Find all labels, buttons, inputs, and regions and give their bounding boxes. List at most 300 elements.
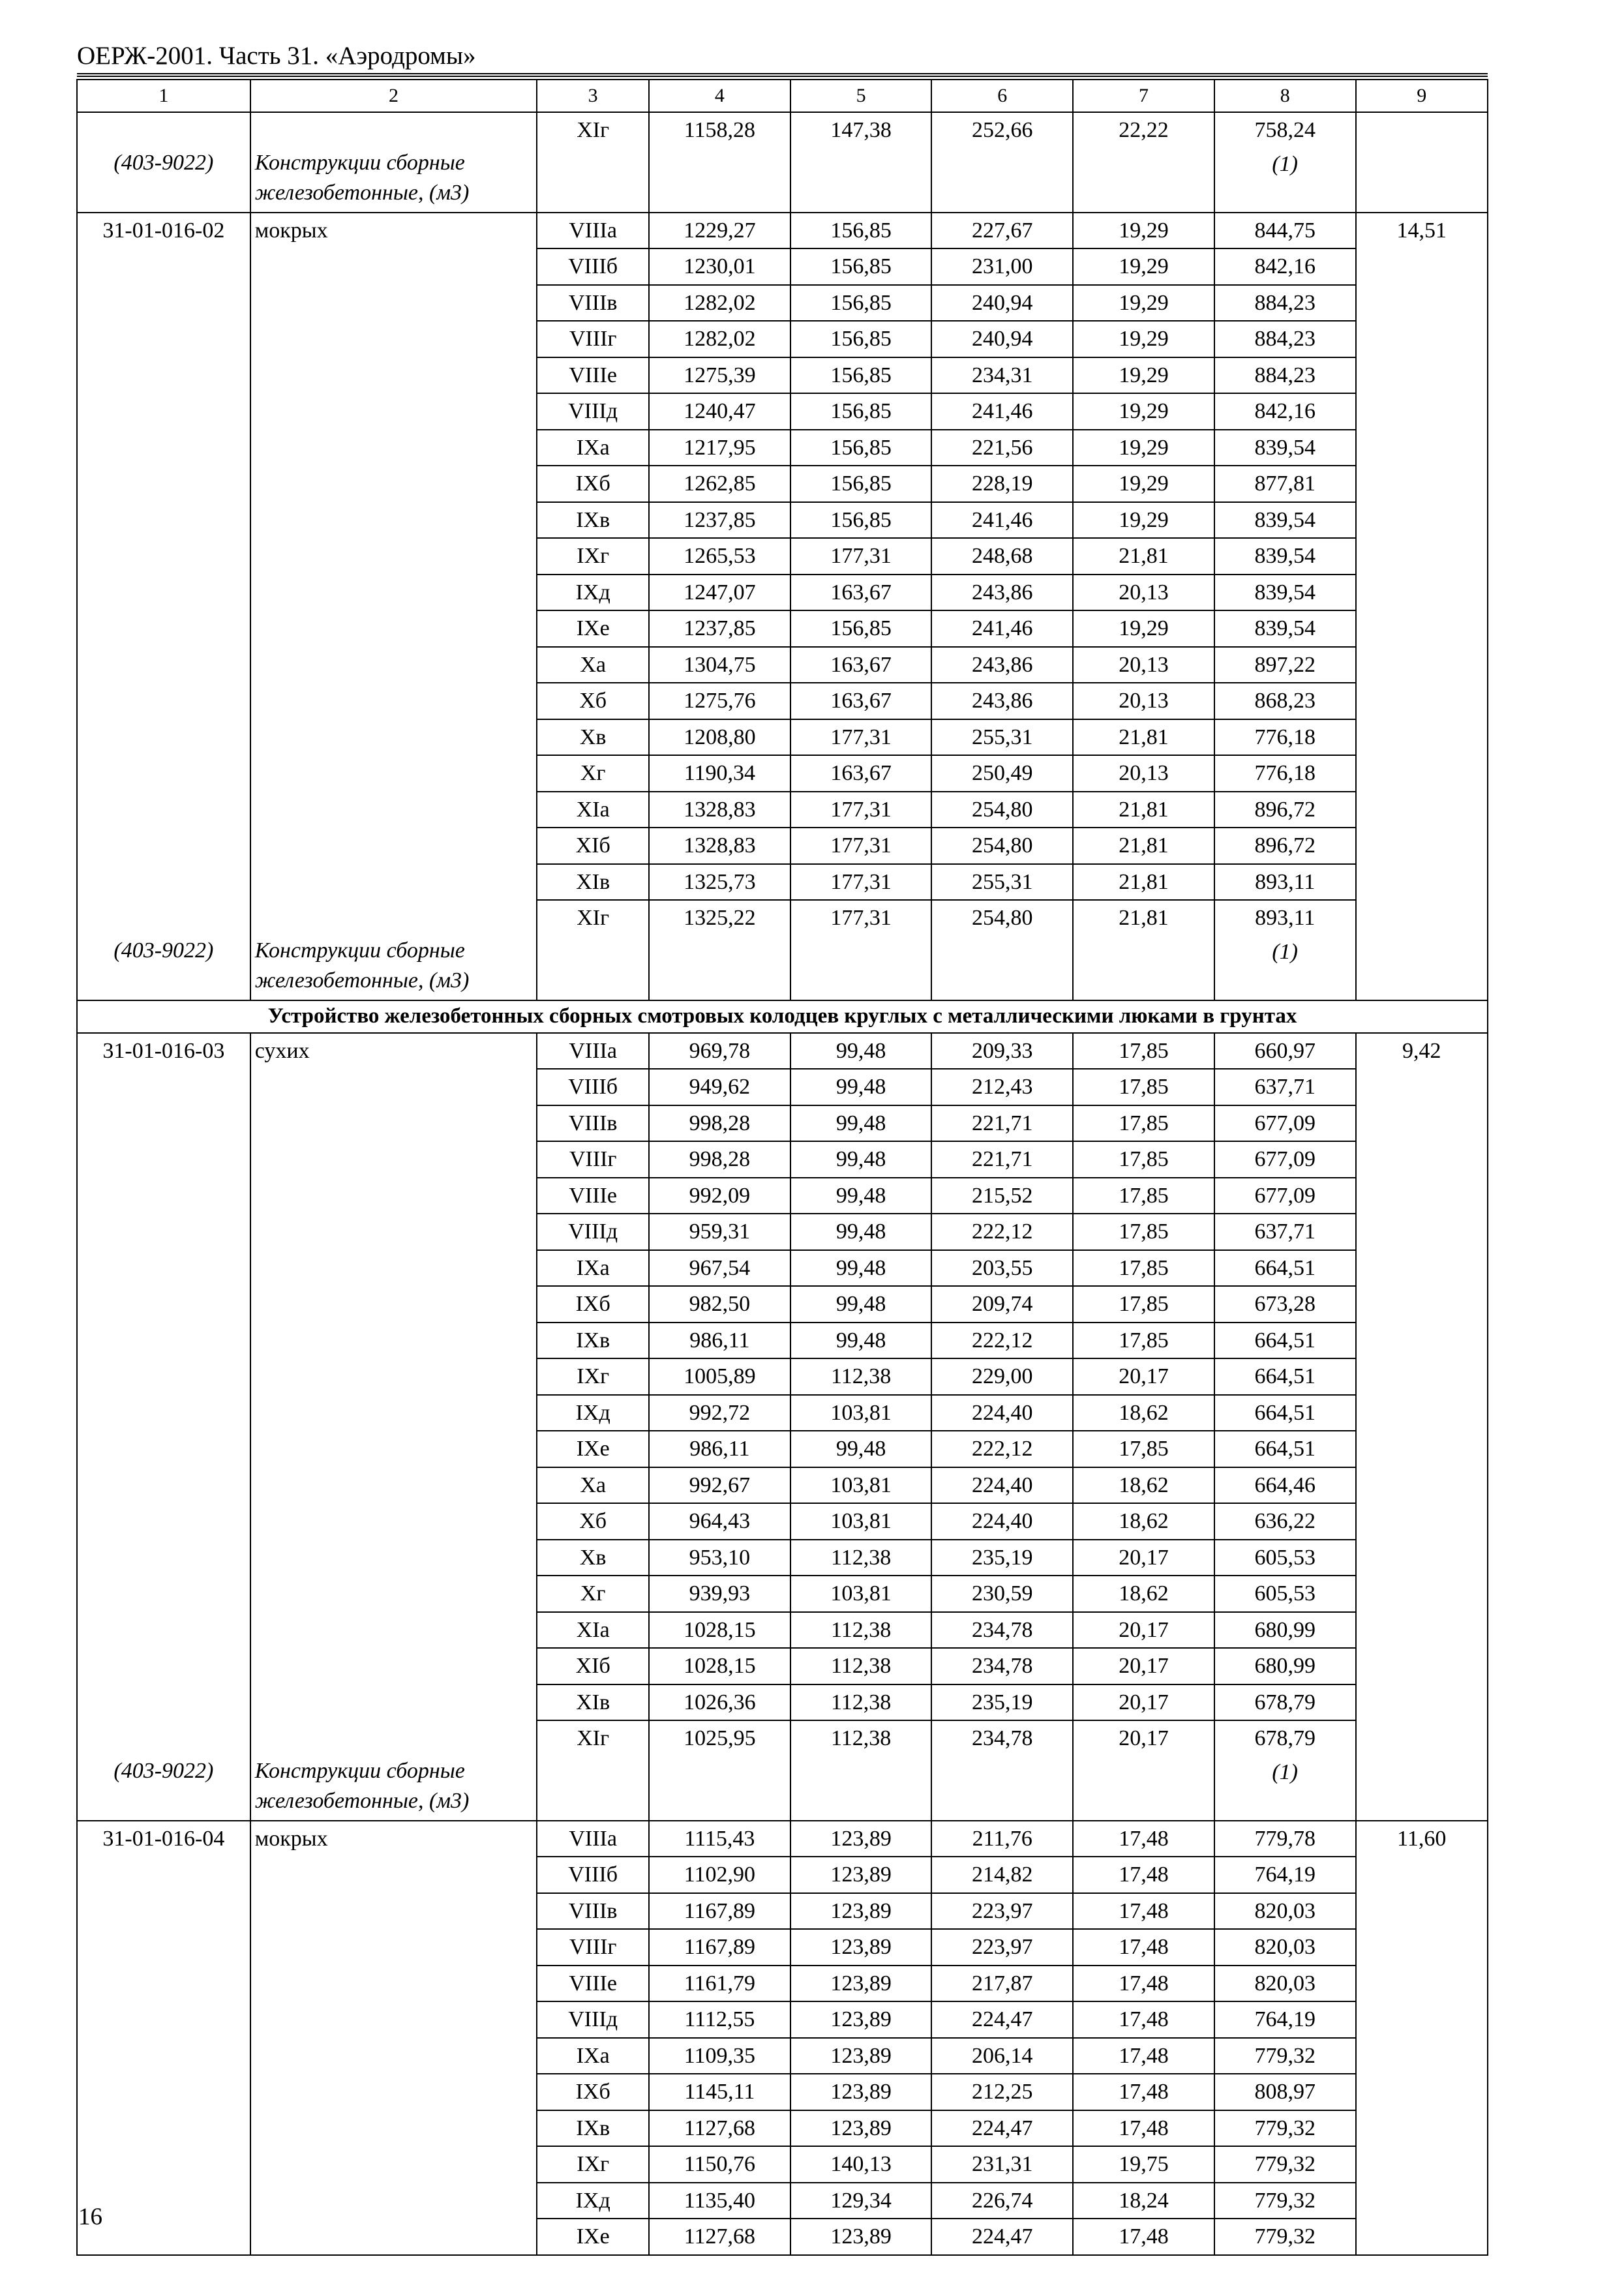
value-cell: 129,34 <box>790 2183 932 2219</box>
value-cell: 112,38 <box>790 1684 932 1721</box>
value-cell: 224,40 <box>931 1467 1073 1504</box>
value-cell: 19,29 <box>1073 248 1214 285</box>
value-cell: IXе <box>537 2219 649 2255</box>
c9-cell <box>1356 357 1488 394</box>
value-cell: 776,18 <box>1214 719 1356 756</box>
empty-cell <box>790 148 932 213</box>
value-cell: 20,17 <box>1073 1358 1214 1395</box>
c9-cell <box>1356 900 1488 936</box>
value-cell: 1247,07 <box>649 575 790 611</box>
c9-cell <box>1356 719 1488 756</box>
code-cell <box>77 1893 250 1930</box>
value-cell: 1217,95 <box>649 430 790 466</box>
value-cell: 1150,76 <box>649 2146 790 2183</box>
name-cell <box>250 719 537 756</box>
c9-cell <box>1356 1966 1488 2002</box>
value-cell: 147,38 <box>790 112 932 148</box>
value-cell: 839,54 <box>1214 610 1356 647</box>
value-cell: 234,31 <box>931 357 1073 394</box>
value-cell: 1158,28 <box>649 112 790 148</box>
value-cell: 19,29 <box>1073 285 1214 322</box>
value-cell: VIIIд <box>537 1214 649 1250</box>
code-cell <box>77 1576 250 1612</box>
value-cell: 221,71 <box>931 1141 1073 1178</box>
value-cell: 103,81 <box>790 1503 932 1540</box>
empty-cell <box>931 148 1073 213</box>
note-code: (403-9022) <box>77 936 250 1000</box>
value-cell: 21,81 <box>1073 719 1214 756</box>
c9-cell <box>1356 610 1488 647</box>
value-cell: VIIIд <box>537 393 649 430</box>
table-row <box>77 1286 1488 1323</box>
value-cell: 230,59 <box>931 1576 1073 1612</box>
value-cell: VIIIе <box>537 1966 649 2002</box>
name-cell <box>250 1178 537 1214</box>
value-cell: 255,31 <box>931 719 1073 756</box>
name-cell <box>250 2110 537 2147</box>
code-cell <box>77 393 250 430</box>
value-cell: 123,89 <box>790 2074 932 2110</box>
value-cell: 254,80 <box>931 828 1073 864</box>
value-cell: IXб <box>537 1286 649 1323</box>
value-cell: 211,76 <box>931 1821 1073 1857</box>
value-cell: VIIIв <box>537 1105 649 1142</box>
value-cell: 20,13 <box>1073 683 1214 719</box>
value-cell: Xв <box>537 1540 649 1576</box>
c9-cell <box>1356 2038 1488 2074</box>
code-cell <box>77 1648 250 1684</box>
value-cell: VIIIг <box>537 321 649 357</box>
code-cell <box>77 1395 250 1431</box>
table-row <box>77 321 1488 357</box>
c9-cell <box>1356 1141 1488 1178</box>
value-cell: 17,48 <box>1073 2038 1214 2074</box>
value-cell: 163,67 <box>790 575 932 611</box>
code-cell <box>77 538 250 575</box>
value-cell: 19,75 <box>1073 2146 1214 2183</box>
table-row <box>77 647 1488 683</box>
value-cell: VIIIг <box>537 1141 649 1178</box>
value-cell: 678,79 <box>1214 1684 1356 1721</box>
code-cell <box>77 1178 250 1214</box>
code-cell <box>77 321 250 357</box>
value-cell: 20,17 <box>1073 1684 1214 1721</box>
name-cell <box>250 357 537 394</box>
column-number: 2 <box>250 80 537 112</box>
name-cell <box>250 1857 537 1893</box>
value-cell: 21,81 <box>1073 900 1214 936</box>
name-cell <box>250 1540 537 1576</box>
c9-cell <box>1356 1503 1488 1540</box>
value-cell: 231,00 <box>931 248 1073 285</box>
value-cell: 779,32 <box>1214 2038 1356 2074</box>
empty-cell <box>1356 1756 1488 1821</box>
value-cell: 241,46 <box>931 502 1073 539</box>
value-cell: 214,82 <box>931 1857 1073 1893</box>
table-row <box>77 1358 1488 1395</box>
value-cell: 967,54 <box>649 1250 790 1287</box>
code-cell <box>77 2038 250 2074</box>
value-cell: 1102,90 <box>649 1857 790 1893</box>
value-cell: 1135,40 <box>649 2183 790 2219</box>
value-cell: 896,72 <box>1214 792 1356 828</box>
value-cell: 177,31 <box>790 828 932 864</box>
value-cell: 18,24 <box>1073 2183 1214 2219</box>
name-cell <box>250 2038 537 2074</box>
c9-cell <box>1356 1323 1488 1359</box>
value-cell: 764,19 <box>1214 2001 1356 2038</box>
value-cell: VIIIа <box>537 1033 649 1070</box>
value-cell: VIIIа <box>537 213 649 249</box>
value-cell: 1208,80 <box>649 719 790 756</box>
value-cell: 897,22 <box>1214 647 1356 683</box>
value-cell: 1127,68 <box>649 2110 790 2147</box>
code-cell <box>77 1069 250 1105</box>
code-cell <box>77 466 250 502</box>
value-cell: 112,38 <box>790 1358 932 1395</box>
c9-cell: 11,60 <box>1356 1821 1488 1857</box>
value-cell: IXд <box>537 1395 649 1431</box>
c9-cell <box>1356 1178 1488 1214</box>
value-cell: 964,43 <box>649 1503 790 1540</box>
value-cell: 123,89 <box>790 2219 932 2255</box>
value-cell: 779,32 <box>1214 2219 1356 2255</box>
value-cell: 223,97 <box>931 1929 1073 1966</box>
value-cell: 896,72 <box>1214 828 1356 864</box>
value-cell: 1328,83 <box>649 828 790 864</box>
name-cell <box>250 755 537 792</box>
value-cell: 20,17 <box>1073 1540 1214 1576</box>
table-row <box>77 1323 1488 1359</box>
value-cell: XIг <box>537 112 649 148</box>
table-row <box>77 285 1488 322</box>
value-cell: VIIIе <box>537 357 649 394</box>
column-number: 4 <box>649 80 790 112</box>
value-cell: 1282,02 <box>649 321 790 357</box>
value-cell: 229,00 <box>931 1358 1073 1395</box>
value-cell: 234,78 <box>931 1720 1073 1756</box>
table-row <box>77 112 1488 148</box>
name-cell <box>250 1720 537 1756</box>
code-cell <box>77 610 250 647</box>
code-cell <box>77 2074 250 2110</box>
value-cell: 636,22 <box>1214 1503 1356 1540</box>
c9-cell <box>1356 112 1488 148</box>
value-cell: 17,85 <box>1073 1214 1214 1250</box>
value-cell: 1240,47 <box>649 393 790 430</box>
value-cell: 19,29 <box>1073 610 1214 647</box>
value-cell: IXа <box>537 2038 649 2074</box>
value-cell: 99,48 <box>790 1178 932 1214</box>
value-cell: 1304,75 <box>649 647 790 683</box>
value-cell: 103,81 <box>790 1467 932 1504</box>
value-cell: 884,23 <box>1214 357 1356 394</box>
code-cell <box>77 1286 250 1323</box>
name-cell <box>250 248 537 285</box>
code-cell <box>77 1141 250 1178</box>
value-cell: IXа <box>537 430 649 466</box>
value-cell: 19,29 <box>1073 321 1214 357</box>
name-cell <box>250 1214 537 1250</box>
name-cell <box>250 610 537 647</box>
value-cell: 17,85 <box>1073 1178 1214 1214</box>
name-cell <box>250 1576 537 1612</box>
name-cell <box>250 1966 537 2002</box>
c9-cell <box>1356 864 1488 901</box>
table-row <box>77 755 1488 792</box>
c9-cell <box>1356 321 1488 357</box>
name-cell <box>250 1141 537 1178</box>
value-cell: 17,48 <box>1073 1929 1214 1966</box>
c9-cell <box>1356 1576 1488 1612</box>
column-number: 5 <box>790 80 932 112</box>
c9-cell <box>1356 2183 1488 2219</box>
c9-cell <box>1356 1105 1488 1142</box>
value-cell: 163,67 <box>790 683 932 719</box>
value-cell: 664,51 <box>1214 1431 1356 1467</box>
value-cell: 1161,79 <box>649 1966 790 2002</box>
value-cell: 1328,83 <box>649 792 790 828</box>
value-cell: 19,29 <box>1073 357 1214 394</box>
table-row <box>77 1503 1488 1540</box>
table-row <box>77 610 1488 647</box>
name-cell: мокрых <box>250 1821 537 1857</box>
value-cell: 243,86 <box>931 683 1073 719</box>
value-cell: 664,46 <box>1214 1467 1356 1504</box>
value-cell: 156,85 <box>790 285 932 322</box>
value-cell: 844,75 <box>1214 213 1356 249</box>
value-cell: 992,67 <box>649 1467 790 1504</box>
value-cell: XIг <box>537 900 649 936</box>
value-cell: 1265,53 <box>649 538 790 575</box>
value-cell: XIа <box>537 1612 649 1649</box>
value-cell: VIIIв <box>537 1893 649 1930</box>
value-cell: 677,09 <box>1214 1178 1356 1214</box>
c9-cell <box>1356 1467 1488 1504</box>
value-cell: 1237,85 <box>649 502 790 539</box>
value-cell: 1230,01 <box>649 248 790 285</box>
note-row <box>77 1756 1488 1821</box>
value-cell: 156,85 <box>790 466 932 502</box>
section-title: Устройство железобетонных сборных смотровых колодцев круглых с металлическими люками в грунтах <box>77 1000 1488 1033</box>
value-cell: 18,62 <box>1073 1576 1214 1612</box>
value-cell: 209,74 <box>931 1286 1073 1323</box>
value-cell: 156,85 <box>790 430 932 466</box>
value-cell: 224,47 <box>931 2001 1073 2038</box>
name-cell <box>250 828 537 864</box>
value-cell: 240,94 <box>931 321 1073 357</box>
note-text: Конструкции сборные железобетонные, (м3) <box>250 1756 537 1821</box>
value-cell: 156,85 <box>790 393 932 430</box>
page-number: 16 <box>78 2204 102 2230</box>
value-cell: 839,54 <box>1214 430 1356 466</box>
value-cell: 217,87 <box>931 1966 1073 2002</box>
c9-cell <box>1356 755 1488 792</box>
table-row <box>77 2219 1488 2255</box>
value-cell: 156,85 <box>790 321 932 357</box>
table-row <box>77 430 1488 466</box>
value-cell: 17,85 <box>1073 1069 1214 1105</box>
value-cell: 637,71 <box>1214 1214 1356 1250</box>
c9-cell <box>1356 683 1488 719</box>
value-cell: 949,62 <box>649 1069 790 1105</box>
value-cell: IXг <box>537 1358 649 1395</box>
value-cell: 1229,27 <box>649 213 790 249</box>
value-cell: 224,40 <box>931 1503 1073 1540</box>
value-cell: 222,12 <box>931 1323 1073 1359</box>
c9-cell <box>1356 285 1488 322</box>
value-cell: Xб <box>537 1503 649 1540</box>
value-cell: 123,89 <box>790 1966 932 2002</box>
value-cell: 156,85 <box>790 357 932 394</box>
value-cell: 254,80 <box>931 900 1073 936</box>
value-cell: 779,32 <box>1214 2146 1356 2183</box>
value-cell: VIIIе <box>537 1178 649 1214</box>
value-cell: 677,09 <box>1214 1105 1356 1142</box>
value-cell: 842,16 <box>1214 248 1356 285</box>
column-number: 7 <box>1073 80 1214 112</box>
c9-cell <box>1356 2219 1488 2255</box>
value-cell: 1325,73 <box>649 864 790 901</box>
value-cell: 177,31 <box>790 864 932 901</box>
value-cell: 227,67 <box>931 213 1073 249</box>
note-value: (1) <box>1214 1756 1356 1821</box>
value-cell: 20,13 <box>1073 575 1214 611</box>
value-cell: 221,71 <box>931 1105 1073 1142</box>
c9-cell <box>1356 2110 1488 2147</box>
value-cell: 868,23 <box>1214 683 1356 719</box>
value-cell: VIIIв <box>537 285 649 322</box>
value-cell: 21,81 <box>1073 538 1214 575</box>
code-cell <box>77 719 250 756</box>
code-cell <box>77 2219 250 2255</box>
value-cell: 212,43 <box>931 1069 1073 1105</box>
code-cell <box>77 2110 250 2147</box>
code-cell <box>77 2183 250 2219</box>
value-cell: 17,48 <box>1073 1893 1214 1930</box>
value-cell: 215,52 <box>931 1178 1073 1214</box>
value-cell: 17,48 <box>1073 1857 1214 1893</box>
value-cell: 19,29 <box>1073 466 1214 502</box>
value-cell: 17,85 <box>1073 1033 1214 1070</box>
name-cell <box>250 792 537 828</box>
value-cell: 250,49 <box>931 755 1073 792</box>
table-row <box>77 1033 1488 1070</box>
c9-cell <box>1356 1929 1488 1966</box>
value-cell: VIIIд <box>537 2001 649 2038</box>
table-row <box>77 538 1488 575</box>
value-cell: 21,81 <box>1073 864 1214 901</box>
c9-cell <box>1356 828 1488 864</box>
table-row <box>77 1821 1488 1857</box>
value-cell: 1282,02 <box>649 285 790 322</box>
value-cell: 17,48 <box>1073 2110 1214 2147</box>
value-cell: 103,81 <box>790 1395 932 1431</box>
value-cell: 764,19 <box>1214 1857 1356 1893</box>
value-cell: IXг <box>537 538 649 575</box>
value-cell: IXб <box>537 466 649 502</box>
c9-cell <box>1356 430 1488 466</box>
note-row <box>77 936 1488 1000</box>
value-cell: 123,89 <box>790 2001 932 2038</box>
column-number-row <box>77 80 1488 112</box>
c9-cell: 9,42 <box>1356 1033 1488 1070</box>
name-cell <box>250 393 537 430</box>
code-cell <box>77 1250 250 1287</box>
value-cell: 252,66 <box>931 112 1073 148</box>
value-cell: 605,53 <box>1214 1576 1356 1612</box>
name-cell <box>250 430 537 466</box>
value-cell: 18,62 <box>1073 1395 1214 1431</box>
c9-cell <box>1356 1612 1488 1649</box>
value-cell: 664,51 <box>1214 1250 1356 1287</box>
value-cell: 156,85 <box>790 610 932 647</box>
c9-cell <box>1356 1648 1488 1684</box>
table-row <box>77 1576 1488 1612</box>
value-cell: 99,48 <box>790 1105 932 1142</box>
c9-cell <box>1356 1358 1488 1395</box>
value-cell: 20,13 <box>1073 647 1214 683</box>
value-cell: 664,51 <box>1214 1358 1356 1395</box>
name-cell <box>250 575 537 611</box>
value-cell: 20,17 <box>1073 1648 1214 1684</box>
value-cell: XIб <box>537 828 649 864</box>
value-cell: 605,53 <box>1214 1540 1356 1576</box>
code-cell <box>77 2001 250 2038</box>
code-cell <box>77 683 250 719</box>
value-cell: 17,85 <box>1073 1250 1214 1287</box>
value-cell: 203,55 <box>931 1250 1073 1287</box>
value-cell: 660,97 <box>1214 1033 1356 1070</box>
c9-cell <box>1356 1214 1488 1250</box>
value-cell: XIв <box>537 864 649 901</box>
value-cell: 1167,89 <box>649 1893 790 1930</box>
value-cell: IXе <box>537 610 649 647</box>
empty-cell <box>1073 936 1214 1000</box>
table-row <box>77 2074 1488 2110</box>
code-cell <box>77 248 250 285</box>
value-cell: 248,68 <box>931 538 1073 575</box>
value-cell: 112,38 <box>790 1612 932 1649</box>
value-cell: 1167,89 <box>649 1929 790 1966</box>
value-cell: 17,48 <box>1073 2001 1214 2038</box>
value-cell: 664,51 <box>1214 1395 1356 1431</box>
value-cell: VIIIа <box>537 1821 649 1857</box>
value-cell: 99,48 <box>790 1286 932 1323</box>
value-cell: 99,48 <box>790 1141 932 1178</box>
value-cell: 112,38 <box>790 1648 932 1684</box>
value-cell: 1115,43 <box>649 1821 790 1857</box>
value-cell: 223,97 <box>931 1893 1073 1930</box>
value-cell: XIб <box>537 1648 649 1684</box>
value-cell: 99,48 <box>790 1214 932 1250</box>
table-row <box>77 1069 1488 1105</box>
value-cell: 877,81 <box>1214 466 1356 502</box>
table-row <box>77 900 1488 936</box>
value-cell: 19,29 <box>1073 430 1214 466</box>
name-cell <box>250 112 537 148</box>
value-cell: IXа <box>537 1250 649 1287</box>
value-cell: 209,33 <box>931 1033 1073 1070</box>
empty-cell <box>790 1756 932 1821</box>
code-cell <box>77 1358 250 1395</box>
code-cell <box>77 1720 250 1756</box>
table-row <box>77 1395 1488 1431</box>
empty-cell <box>1073 148 1214 213</box>
name-cell <box>250 1431 537 1467</box>
value-cell: 893,11 <box>1214 864 1356 901</box>
code-cell <box>77 1105 250 1142</box>
